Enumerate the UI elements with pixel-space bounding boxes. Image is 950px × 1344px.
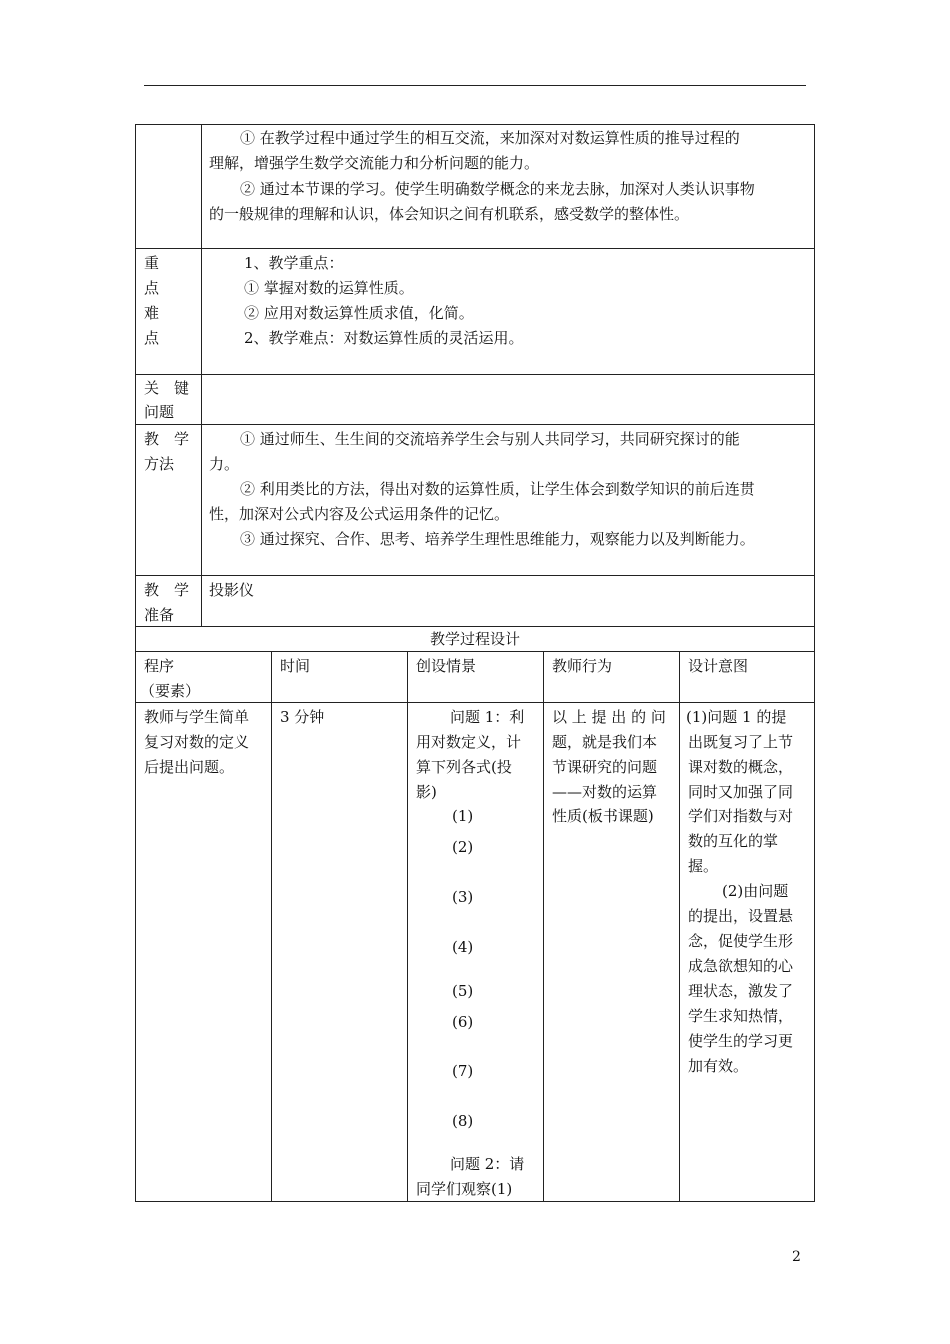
row-divider bbox=[135, 702, 815, 703]
page-number: 2 bbox=[792, 1249, 801, 1265]
teacher-cell: 题，就是我们本 bbox=[552, 733, 658, 751]
intent-cell: 学们对指数与对 bbox=[688, 807, 794, 825]
row-divider bbox=[135, 374, 815, 375]
intent-cell: 的提出，设置悬 bbox=[688, 907, 794, 925]
key-problem-label: 关 键 bbox=[144, 379, 190, 397]
scene-item: (3) bbox=[452, 888, 474, 906]
row-divider bbox=[135, 575, 815, 576]
intent-cell: 出既复习了上节 bbox=[688, 733, 794, 751]
goal-text: 的一般规律的理解和认识，体会知识之间有机联系，感受数学的整体性。 bbox=[209, 205, 690, 223]
scene-text: 同学们观察(1) bbox=[416, 1180, 513, 1198]
scene-item: (1) bbox=[452, 807, 474, 825]
intent-cell: 使学生的学习更 bbox=[688, 1032, 794, 1050]
row-divider bbox=[135, 248, 815, 249]
col-divider bbox=[543, 651, 544, 1202]
prep-label: 教 学 bbox=[144, 581, 190, 599]
method-line: 性，加深对公式内容及公式运用条件的记忆。 bbox=[209, 505, 510, 523]
row-divider bbox=[135, 651, 815, 652]
scene-text: 算下列各式(投 bbox=[416, 758, 512, 776]
key-difficult-label: 点 bbox=[144, 329, 160, 347]
method-line: ① 通过师生、生生间的交流培养学生会与别人共同学习，共同研究探讨的能 bbox=[240, 430, 740, 448]
prep-label: 准备 bbox=[144, 606, 175, 624]
key-point-line: ① 掌握对数的运算性质。 bbox=[244, 279, 414, 297]
program-cell: 复习对数的定义 bbox=[144, 733, 250, 751]
intent-cell: (2)由问题 bbox=[722, 882, 789, 900]
scene-text: 影) bbox=[416, 783, 437, 801]
header-rule bbox=[144, 85, 806, 86]
scene-item: (4) bbox=[452, 938, 474, 956]
scene-item: (5) bbox=[452, 982, 474, 1000]
key-problem-label: 问题 bbox=[144, 403, 175, 421]
method-label: 教 学 bbox=[144, 430, 190, 448]
goal-text: ② 通过本节课的学习。使学生明确数学概念的来龙去脉，加深对人类认识事物 bbox=[240, 180, 755, 198]
teacher-cell: 性质(板书课题) bbox=[552, 807, 654, 825]
intent-cell: 念，促使学生形 bbox=[688, 932, 794, 950]
header-program-sub: （要素） bbox=[140, 682, 201, 700]
scene-text: 用对数定义，计 bbox=[416, 733, 522, 751]
key-difficult-label: 点 bbox=[144, 279, 160, 297]
key-point-line: 1、教学重点： bbox=[244, 254, 344, 272]
prep-value: 投影仪 bbox=[209, 581, 255, 599]
intent-cell: 成急欲想知的心 bbox=[688, 957, 794, 975]
intent-cell: 学生求知热情， bbox=[688, 1007, 794, 1025]
header-teacher: 教师行为 bbox=[552, 657, 613, 675]
key-difficult-label: 难 bbox=[144, 304, 160, 322]
time-cell: 3 分钟 bbox=[280, 708, 325, 726]
scene-item: (2) bbox=[452, 838, 474, 856]
header-scene: 创设情景 bbox=[416, 657, 477, 675]
intent-cell: 加有效。 bbox=[688, 1057, 749, 1075]
scene-item: (7) bbox=[452, 1062, 474, 1080]
teacher-cell: 以 上 提 出 的 问 bbox=[552, 708, 666, 726]
header-program: 程序 bbox=[144, 657, 175, 675]
method-line: ② 利用类比的方法，得出对数的运算性质，让学生体会到数学知识的前后连贯 bbox=[240, 480, 755, 498]
scene-text: 问题 1：利 bbox=[450, 708, 525, 726]
key-point-line: ② 应用对数运算性质求值，化简。 bbox=[244, 304, 474, 322]
row-divider bbox=[135, 424, 815, 425]
goal-text: 理解，增强学生数学交流能力和分析问题的能力。 bbox=[209, 154, 540, 172]
intent-cell: 握。 bbox=[688, 857, 719, 875]
col-divider bbox=[271, 651, 272, 1202]
intent-cell: 课对数的概念， bbox=[688, 758, 794, 776]
method-label: 方法 bbox=[144, 455, 175, 473]
header-time: 时间 bbox=[280, 657, 311, 675]
teacher-cell: 节课研究的问题 bbox=[552, 758, 658, 776]
process-title: 教学过程设计 bbox=[429, 630, 520, 648]
intent-cell: (1)问题 1 的提 bbox=[686, 708, 787, 726]
teacher-cell: ——对数的运算 bbox=[552, 783, 658, 801]
program-cell: 教师与学生简单 bbox=[144, 708, 250, 726]
upper-table-col-divider bbox=[201, 124, 202, 627]
method-line: 力。 bbox=[209, 455, 240, 473]
method-line: ③ 通过探究、合作、思考、培养学生理性思维能力，观察能力以及判断能力。 bbox=[240, 530, 755, 548]
col-divider bbox=[679, 651, 680, 1202]
key-difficult-label: 重 bbox=[144, 254, 160, 272]
scene-text: 问题 2：请 bbox=[450, 1155, 525, 1173]
intent-cell: 数的互化的掌 bbox=[688, 832, 779, 850]
scene-item: (6) bbox=[452, 1013, 474, 1031]
intent-cell: 理状态，激发了 bbox=[688, 982, 794, 1000]
scene-item: (8) bbox=[452, 1112, 474, 1130]
col-divider bbox=[407, 651, 408, 1202]
key-point-line: 2、教学难点：对数运算性质的灵活运用。 bbox=[244, 329, 524, 347]
intent-cell: 同时又加强了同 bbox=[688, 783, 794, 801]
goal-text: ① 在教学过程中通过学生的相互交流，来加深对对数运算性质的推导过程的 bbox=[240, 129, 740, 147]
header-intent: 设计意图 bbox=[688, 657, 749, 675]
program-cell: 后提出问题。 bbox=[144, 758, 235, 776]
